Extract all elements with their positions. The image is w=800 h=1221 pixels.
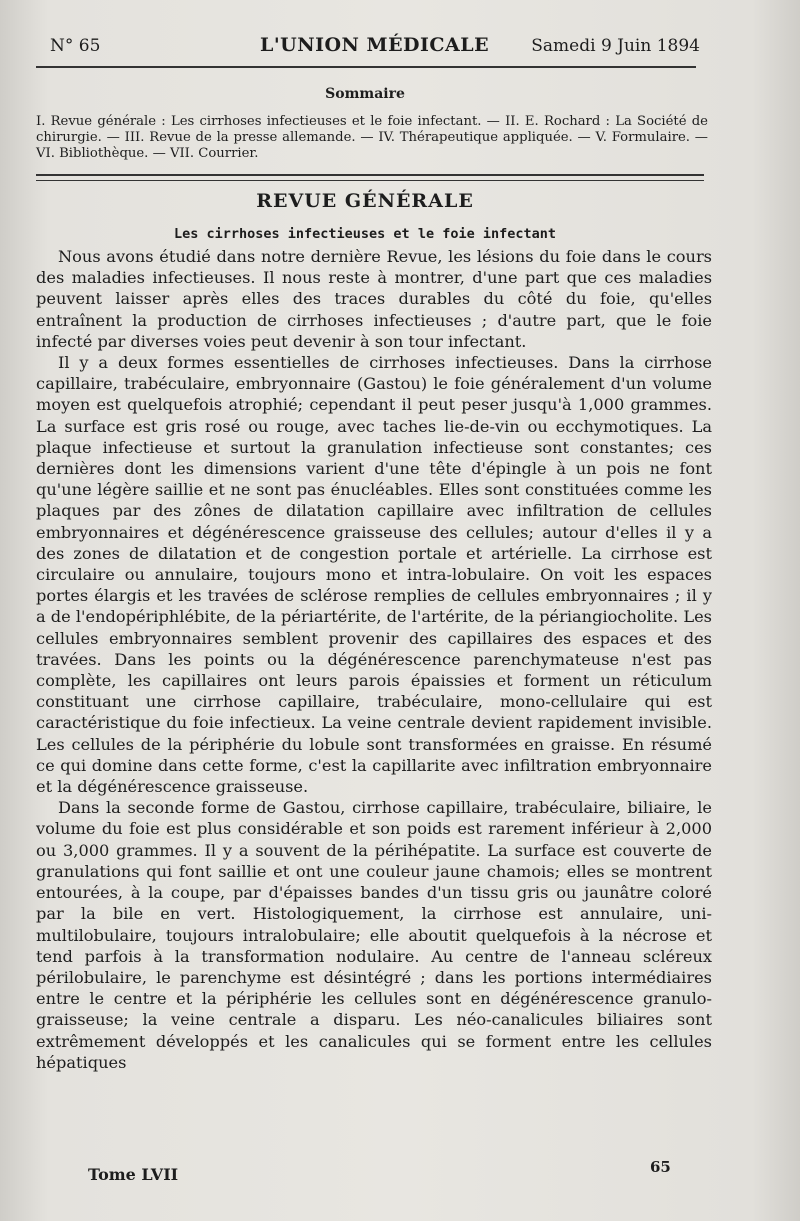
sommaire-title: Sommaire: [325, 86, 405, 102]
issue-number: N° 65: [50, 36, 101, 56]
section-title: REVUE GÉNÉRALE: [256, 190, 474, 212]
page-number: 65: [650, 1158, 671, 1176]
section-divider: [36, 174, 704, 181]
tome-label: Tome LVII: [88, 1165, 179, 1184]
journal-title: L'UNION MÉDICALE: [260, 34, 490, 56]
paragraph: Nous avons étudié dans notre dernière Revue, les lésions du foie dans le cours des maladies infectieuses. Il nous reste à montrer, d'une part que ces maladies peuvent laisser après elles des traces durables du côté du foie, qu'elles entraînent la production de cirrhoses infectieuses ; d'autre part, que le foie infecté par diverses voies peut devenir à son tour infectant.: [36, 247, 712, 351]
header-rule: [36, 66, 696, 68]
issue-date: Samedi 9 Juin 1894: [531, 36, 700, 56]
paragraph: Dans la seconde forme de Gastou, cirrhose capillaire, trabéculaire, biliaire, le volume du foie est plus considérable et son poids est rarement inférieur à 2,000 ou 3,000 grammes. Il y a souvent de la périhépatite. La surface est couverte de granulations qui font saillie et ont une couleur jaune chamois; elles se montrent entourées, à la coupe, par d'épaisses bandes d'un tissu gris ou jaunâtre coloré par la bile en vert. Histologiquement, la cirrhose est annulaire, uni-multilobulaire, toujours intralobulaire; elle aboutit quelquefois à la nécrose et tend parfois à la transformation nodulaire. Au centre de l'anneau scléreux périlobulaire, le parenchyme est désintégré ; dans les portions intermédiaires entre le centre et la périphérie les cellules sont en dégénérescence granulo-graisseuse; la veine centrale a disparu. Les néo-canalicules biliaires sont extrêmement développés et les canalicules qui se forment entre les cellules hépatiques: [36, 798, 712, 1072]
article-body: [36, 246, 712, 1073]
sommaire-contents: I. Revue générale : Les cirrhoses infectieuses et le foie infectant. — II. E. Rochard : La Société de chirurgie. — III. Revue de la presse allemande. — IV. Thérapeutique appliquée. — V. Formulaire. — VI. Bibliothèque. — VII. Courrier.: [36, 114, 708, 161]
article-title: Les cirrhoses infectieuses et le foie infectant: [173, 226, 556, 242]
paragraph: Il y a deux formes essentielles de cirrhoses infectieuses. Dans la cirrhose capillaire, trabéculaire, embryonnaire (Gastou) le foie généralement d'un volume moyen est quelquefois atrophié; cependant il peut peser jusqu'à 1,000 grammes. La surface est gris rosé ou rouge, avec taches lie-de-vin ou ecchymotiques. La plaque infectieuse et surtout la granulation infectieuse sont constantes; ces dernières dont les dimensions varient d'une tête d'épingle à un pois ne font qu'une légère saillie et ne sont pas énucléables. Elles sont constituées comme les plaques par des zônes de dilatation capillaire avec infiltration de cellules embryonnaires et dégénérescence graisseuse des cellules; autour d'elles il y a des zones de dilatation et de congestion portale et artérielle. La cirrhose est circulaire ou annulaire, toujours mono et intra-lobulaire. On voit les espaces portes élargis et les travées de sclérose remplies de cellules embryonnaires ; il y a de l'endopériphlébite, de la périartérite, de l'artérite, de la périangiocholite. Les cellules embryonnaires semblent provenir des capillaires des espaces et des travées. Dans les points ou la dégénérescence parenchymateuse n'est pas complète, les capillaires ont leurs parois épaissies et forment un réticulum constituant une cirrhose capillaire, trabéculaire, mono-cellulaire qui est caractéristique du foie infectieux. La veine centrale devient rapidement invisible. Les cellules de la périphérie du lobule sont transformées en graisse. En résumé ce qui domine dans cette forme, c'est la capillarite avec infiltration embryonnaire et la dégénérescence graisseuse.: [36, 353, 712, 797]
running-header: [40, 34, 700, 62]
